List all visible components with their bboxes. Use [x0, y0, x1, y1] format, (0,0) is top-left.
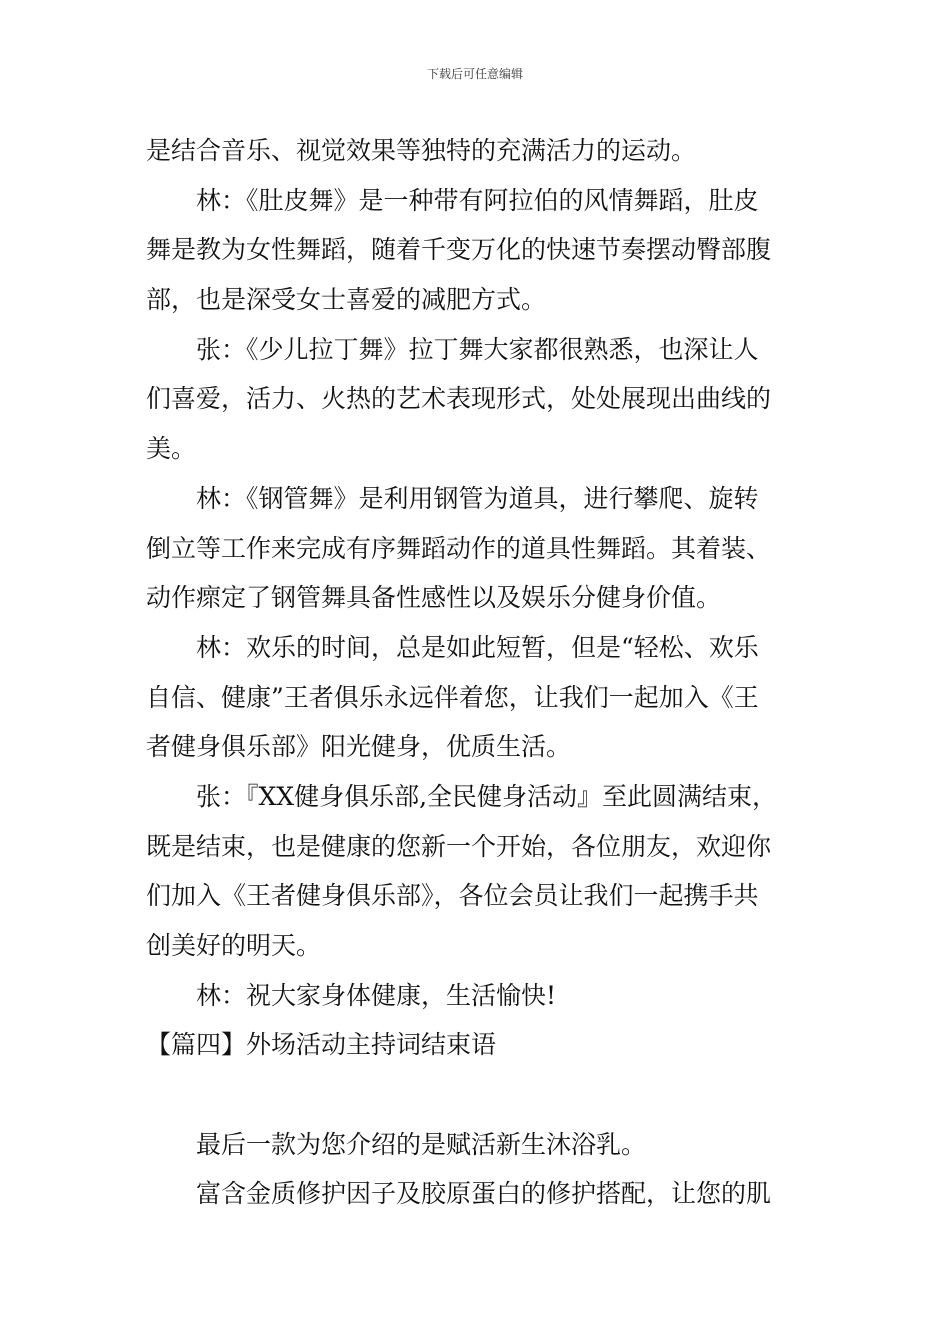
- text-line: 自信、健康”王者俱乐永远伴着您，让我们一起加入《王: [146, 682, 759, 712]
- text-line: 舞是教为女性舞蹈，随着千变万化的快速节奏摆动臀部腹: [146, 235, 772, 265]
- document-body: [146, 126, 806, 1219]
- dialogue-line-zhang: 张：『XX健身俱乐部,全民健身活动』至此圆满结束，: [196, 781, 778, 811]
- text-line: 最后一款为您介绍的是赋活新生沐浴乳。: [196, 1129, 647, 1159]
- dialogue-line-lin: 林：《钢管舞》是利用钢管为道具，进行攀爬、旋转: [196, 483, 759, 513]
- text-line: 倒立等工作来完成有序舞蹈动作的道具性舞蹈。其着装、: [146, 533, 772, 563]
- text-line: 部，也是深受女士喜爱的减肥方式。: [146, 285, 547, 315]
- text-line: 创美好的明天。: [146, 931, 322, 960]
- text-line: 美。: [146, 434, 197, 464]
- dialogue-line-lin: 林：《肚皮舞》是一种带有阿拉伯的风情舞蹈，肚皮: [196, 185, 759, 215]
- text-line: 们加入《王者健身俱乐部》，各位会员让我们一起携手共: [146, 881, 759, 911]
- text-line: 们喜爱，活力、火热的艺术表现形式，处处展现出曲线的: [146, 384, 772, 414]
- text-line: 富含金质修护因子及胶原蛋白的修护搭配，让您的肌: [196, 1179, 772, 1209]
- text-line: 是结合音乐、视觉效果等独特的充满活力的运动。: [146, 136, 697, 165]
- blank-line: [146, 1070, 806, 1120]
- page-header: 下载后可任意编辑: [426, 67, 523, 81]
- text-line: 动作瘝定了钢管舞具备性感性以及娱乐分健身价值。: [146, 583, 722, 613]
- dialogue-line-lin: 林：欢乐的时间，总是如此短暂，但是“轻松、欢乐: [196, 632, 759, 662]
- section-heading: 【篇四】外场活动主持词结束语: [146, 1030, 497, 1060]
- text-line: 既是结束，也是健康的您新一个开始，各位朋友，欢迎你: [146, 831, 772, 861]
- text-line: 者健身俱乐部》阳光健身，优质生活。: [146, 732, 572, 762]
- dialogue-line-lin: 林：祝大家身体健康，生活愉快!: [196, 980, 557, 1010]
- dialogue-line-zhang: 张：《少儿拉丁舞》拉丁舞大家都很熟悉，也深让人: [196, 334, 759, 364]
